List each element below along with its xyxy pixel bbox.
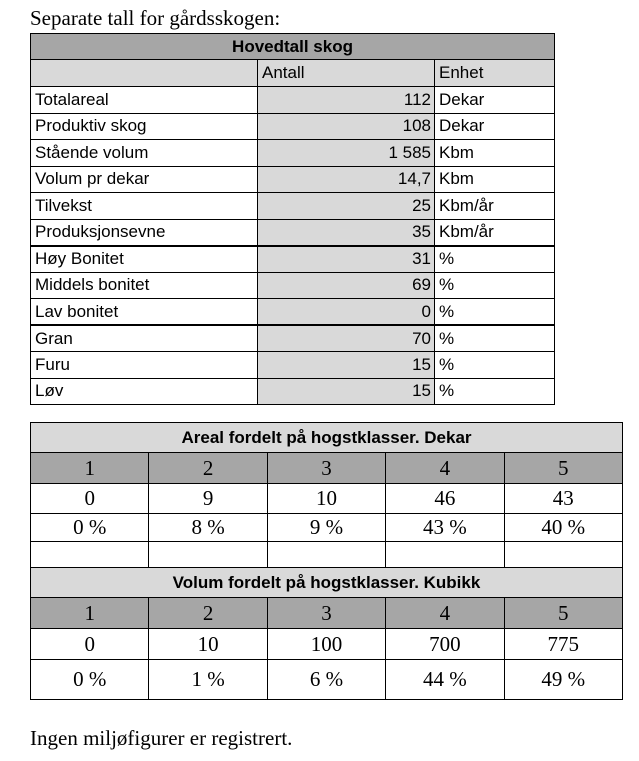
row-label: Middels bonitet	[31, 272, 258, 299]
row-value: 31	[258, 246, 435, 273]
volume-percent: 1 %	[149, 660, 267, 700]
table-row	[31, 299, 555, 326]
row-value: 108	[258, 113, 435, 140]
row-value: 25	[258, 193, 435, 220]
table-row	[31, 87, 555, 114]
class-header: 1	[31, 598, 149, 629]
table-row	[31, 352, 555, 379]
table-row	[31, 246, 555, 273]
row-value: 112	[258, 87, 435, 114]
area-value: 46	[386, 484, 504, 514]
table-row	[31, 378, 555, 405]
empty-cell	[31, 542, 149, 570]
class-header: 4	[386, 598, 504, 629]
row-label: Produktiv skog	[31, 113, 258, 140]
class-header: 2	[149, 453, 267, 484]
row-label: Tilvekst	[31, 193, 258, 220]
empty-cell	[267, 542, 385, 570]
area-value: 9	[149, 484, 267, 514]
table-row	[31, 113, 555, 140]
table-row	[31, 140, 555, 167]
class-header: 2	[149, 598, 267, 629]
row-unit: Kbm	[435, 166, 555, 193]
area-percent: 43 %	[386, 514, 504, 542]
table-row	[31, 272, 555, 299]
row-label: Furu	[31, 352, 258, 379]
volume-value: 700	[386, 629, 504, 660]
row-label: Stående volum	[31, 140, 258, 167]
table-row	[31, 514, 623, 542]
row-value: 1 585	[258, 140, 435, 167]
row-unit: %	[435, 352, 555, 379]
empty-cell	[504, 542, 622, 570]
row-value: 14,7	[258, 166, 435, 193]
row-label: Totalareal	[31, 87, 258, 114]
class-header: 5	[504, 598, 622, 629]
table-row	[31, 166, 555, 193]
area-by-class-table	[30, 422, 623, 570]
footer-note: Ingen miljøfigurer er registrert.	[30, 726, 293, 750]
row-value: 15	[258, 352, 435, 379]
volume-percent: 0 %	[31, 660, 149, 700]
row-unit: %	[435, 246, 555, 273]
main-figures-table	[30, 33, 555, 405]
row-unit: %	[435, 378, 555, 405]
row-value: 0	[258, 299, 435, 326]
volume-percent: 44 %	[386, 660, 504, 700]
row-value: 69	[258, 272, 435, 299]
class-header: 3	[267, 453, 385, 484]
empty-cell	[149, 542, 267, 570]
row-value: 15	[258, 378, 435, 405]
label-column-header	[31, 60, 258, 87]
antall-column-header: Antall	[258, 60, 435, 87]
page-heading: Separate tall for gårdsskogen:	[30, 6, 281, 30]
row-unit: Dekar	[435, 87, 555, 114]
row-label: Volum pr dekar	[31, 166, 258, 193]
row-unit: Kbm/år	[435, 193, 555, 220]
area-percent: 0 %	[31, 514, 149, 542]
row-unit: %	[435, 299, 555, 326]
volume-value: 775	[504, 629, 622, 660]
volume-percent: 49 %	[504, 660, 622, 700]
row-unit: Dekar	[435, 113, 555, 140]
area-percent: 8 %	[149, 514, 267, 542]
row-label: Produksjonsevne	[31, 219, 258, 246]
row-value: 35	[258, 219, 435, 246]
area-value: 43	[504, 484, 622, 514]
volume-table-title: Volum fordelt på hogstklasser. Kubikk	[31, 568, 623, 598]
table-row	[31, 484, 623, 514]
row-label: Lav bonitet	[31, 299, 258, 326]
area-table-title: Areal fordelt på hogstklasser. Dekar	[31, 423, 623, 453]
enhet-column-header: Enhet	[435, 60, 555, 87]
table-row	[31, 660, 623, 700]
area-percent: 9 %	[267, 514, 385, 542]
volume-value: 10	[149, 629, 267, 660]
class-header: 5	[504, 453, 622, 484]
area-percent: 40 %	[504, 514, 622, 542]
main-table-title: Hovedtall skog	[31, 34, 555, 60]
area-value: 10	[267, 484, 385, 514]
row-unit: %	[435, 325, 555, 352]
volume-value: 0	[31, 629, 149, 660]
empty-cell	[386, 542, 504, 570]
class-header: 4	[386, 453, 504, 484]
row-label: Gran	[31, 325, 258, 352]
row-unit: %	[435, 272, 555, 299]
volume-value: 100	[267, 629, 385, 660]
table-row	[31, 193, 555, 220]
row-unit: Kbm	[435, 140, 555, 167]
class-header: 3	[267, 598, 385, 629]
table-row	[31, 325, 555, 352]
class-header: 1	[31, 453, 149, 484]
empty-row	[31, 542, 623, 570]
volume-percent: 6 %	[267, 660, 385, 700]
volume-by-class-table	[30, 567, 623, 700]
table-row	[31, 219, 555, 246]
row-label: Løv	[31, 378, 258, 405]
table-row	[31, 629, 623, 660]
area-value: 0	[31, 484, 149, 514]
row-label: Høy Bonitet	[31, 246, 258, 273]
row-unit: Kbm/år	[435, 219, 555, 246]
row-value: 70	[258, 325, 435, 352]
